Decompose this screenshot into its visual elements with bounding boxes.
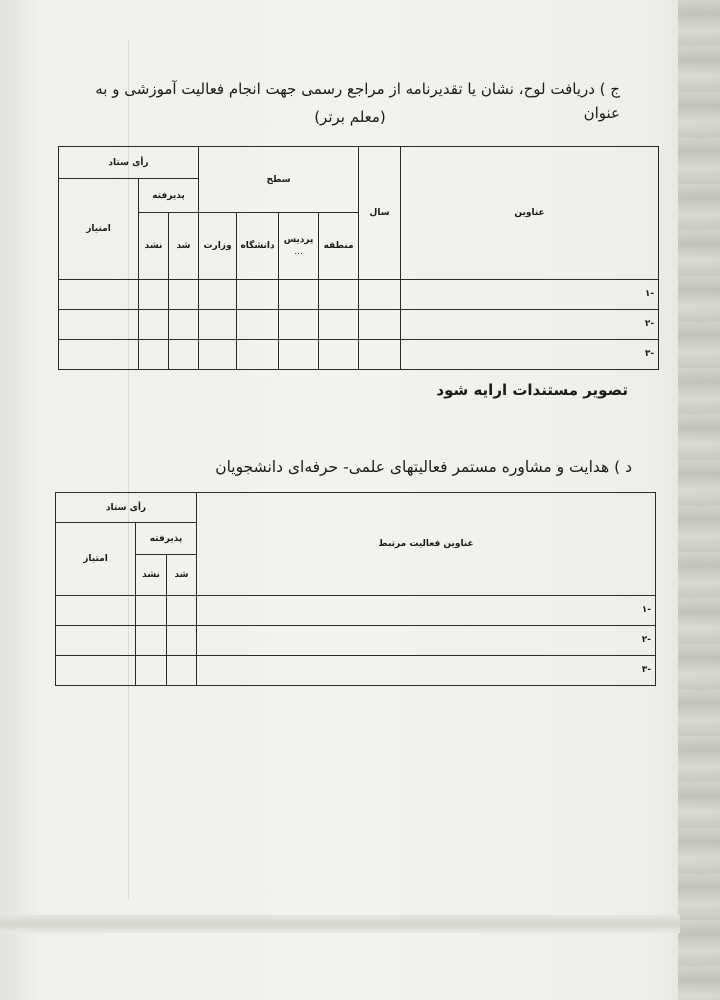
header-activity-titles: عناوین فعالیت مرتبط <box>197 493 656 596</box>
documents-note: تصویر مستندات ارایه شود <box>436 381 628 399</box>
row-number: -۲ <box>401 309 659 339</box>
row-cell <box>59 339 139 369</box>
scan-bottom-fold <box>0 915 680 933</box>
row-cell <box>319 309 359 339</box>
header-accepted-no: نشد <box>136 555 167 595</box>
header-score: امتیاز <box>56 523 136 595</box>
row-cell <box>237 309 279 339</box>
header-level-ministry: وزارت <box>199 213 237 279</box>
row-cell <box>59 279 139 309</box>
row-cell <box>169 309 199 339</box>
row-cell <box>59 309 139 339</box>
header-staff-opinion: رأی ستاد <box>56 493 197 523</box>
row-cell <box>359 279 401 309</box>
row-cell <box>279 279 319 309</box>
row-cell <box>136 625 167 655</box>
scan-edge-shadow <box>678 0 720 1000</box>
row-cell <box>167 595 197 625</box>
row-cell <box>199 339 237 369</box>
header-accepted-no: نشد <box>139 213 169 279</box>
row-cell <box>199 279 237 309</box>
row-cell <box>56 595 136 625</box>
row-cell <box>136 595 167 625</box>
header-titles: عناوین <box>401 147 659 280</box>
row-cell <box>319 339 359 369</box>
header-score: امتیاز <box>59 179 139 279</box>
row-number: -۱ <box>197 595 656 625</box>
row-cell <box>279 309 319 339</box>
row-number: -۱ <box>401 279 659 309</box>
header-accepted-yes: شد <box>167 555 197 595</box>
row-cell <box>169 279 199 309</box>
table-row <box>59 279 659 309</box>
row-cell <box>359 339 401 369</box>
header-level-university: دانشگاه <box>237 213 279 279</box>
header-staff-opinion: رأی ستاد <box>59 147 199 179</box>
row-cell <box>139 309 169 339</box>
table-row <box>59 309 659 339</box>
row-cell <box>167 625 197 655</box>
header-accepted-yes: شد <box>169 213 199 279</box>
row-cell <box>237 339 279 369</box>
header-level-campus-ellipsis: ... <box>294 246 303 257</box>
table-row <box>56 595 656 625</box>
header-accepted: پذیرفته <box>136 523 197 555</box>
row-cell <box>56 655 136 685</box>
row-number: -۳ <box>401 339 659 369</box>
row-cell <box>139 339 169 369</box>
section-c-subheading: (معلم برتر) <box>314 108 386 126</box>
section-d-heading: د ) هدایت و مشاوره مستمر فعالیتهای علمی- حرفه‌ای دانشجویان <box>215 458 632 476</box>
header-level-campus <box>279 213 319 279</box>
row-cell <box>359 309 401 339</box>
section-c-table <box>58 146 659 370</box>
row-number: -۲ <box>197 625 656 655</box>
row-cell <box>167 655 197 685</box>
section-c-heading: ج ) دریافت لوح، نشان یا تقدیرنامه از مراجع رسمی جهت انجام فعالیت آموزشی و به عنوان <box>95 80 620 122</box>
table-row <box>56 655 656 685</box>
header-level-campus-label: پردیس <box>283 234 314 245</box>
header-level: سطح <box>199 147 359 213</box>
header-year: سال <box>359 147 401 280</box>
section-d-table <box>55 492 656 686</box>
row-cell <box>56 625 136 655</box>
row-cell <box>319 279 359 309</box>
row-cell <box>136 655 167 685</box>
row-cell <box>199 309 237 339</box>
header-accepted: پذیرفته <box>139 179 199 213</box>
table-row <box>56 625 656 655</box>
table-row <box>59 339 659 369</box>
row-cell <box>139 279 169 309</box>
row-number: -۳ <box>197 655 656 685</box>
row-cell <box>237 279 279 309</box>
header-level-region: منطقه <box>319 213 359 279</box>
row-cell <box>279 339 319 369</box>
row-cell <box>169 339 199 369</box>
